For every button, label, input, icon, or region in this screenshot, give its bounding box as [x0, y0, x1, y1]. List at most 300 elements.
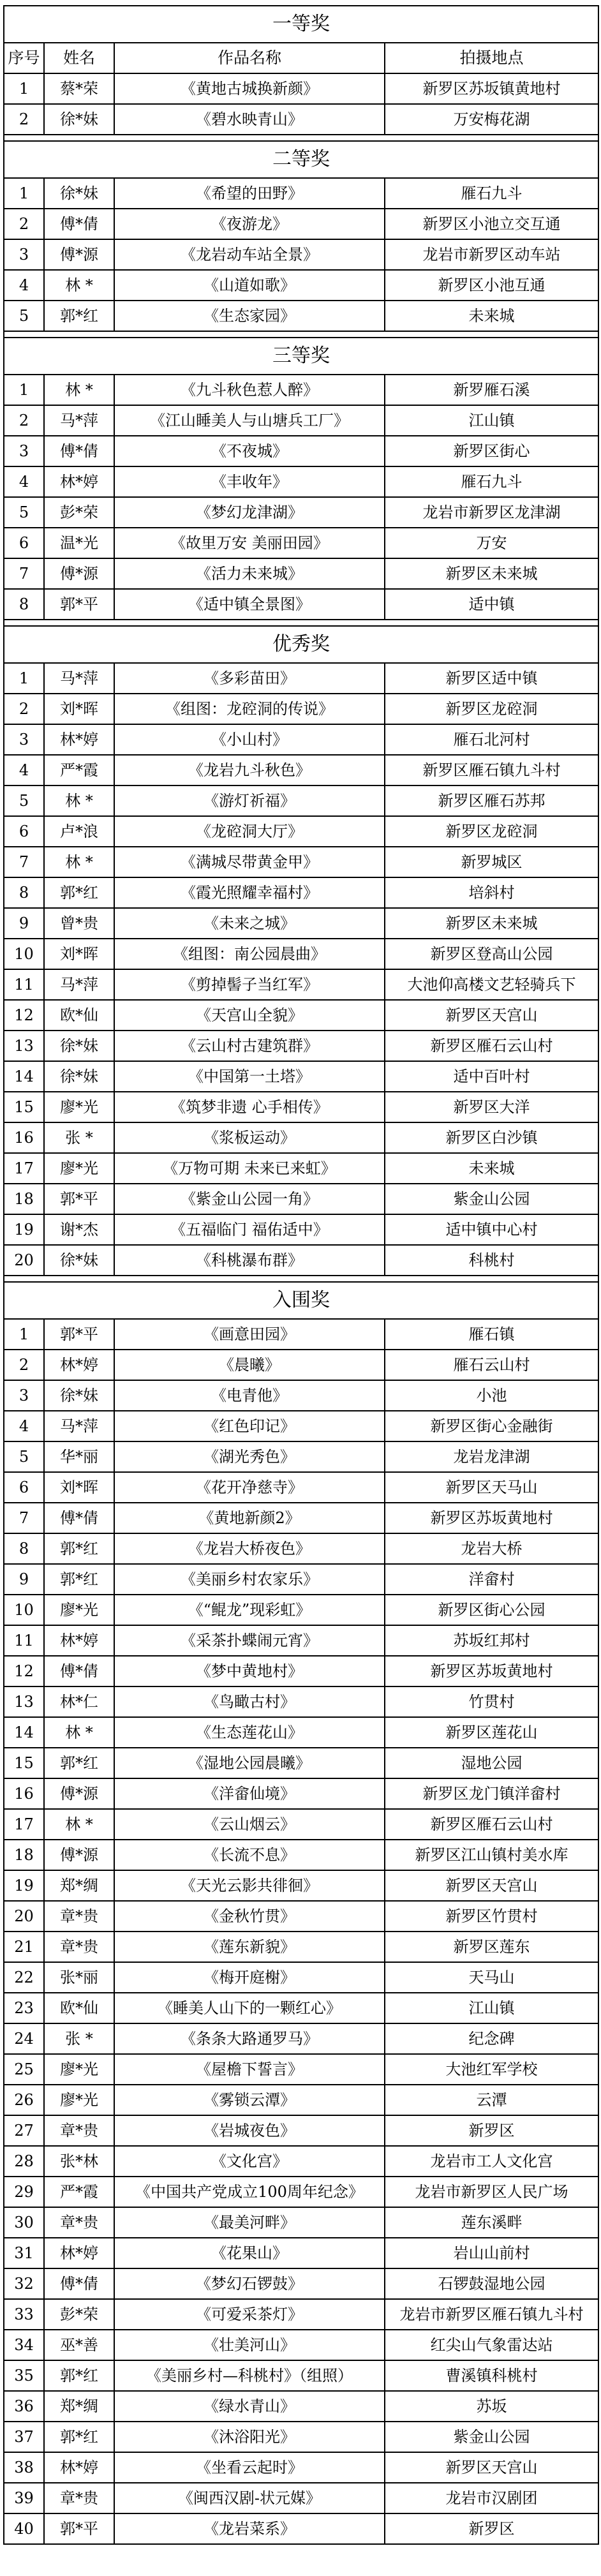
shooting-location: 江山镇 [385, 1993, 598, 2023]
entrant-name: 华*丽 [44, 1441, 114, 1472]
header-name: 姓名 [44, 43, 114, 73]
work-title: 《可爱采茶灯》 [114, 2299, 385, 2330]
shooting-location: 新罗区未来城 [385, 558, 598, 589]
entrant-name: 林*婷 [44, 1625, 114, 1656]
table-row [4, 663, 598, 694]
section-title-row [4, 626, 598, 663]
work-title: 《洋畲仙境》 [114, 1778, 385, 1809]
work-title: 《云山村古建筑群》 [114, 1031, 385, 1061]
shooting-location: 未来城 [385, 301, 598, 331]
work-title: 《科桃瀑布群》 [114, 1245, 385, 1276]
row-number: 8 [4, 877, 44, 908]
row-number: 15 [4, 1092, 44, 1122]
table-row [4, 2207, 598, 2238]
shooting-location: 新罗区 [385, 2513, 598, 2544]
shooting-location: 新罗区雁石苏邦 [385, 785, 598, 816]
row-number: 4 [4, 1411, 44, 1441]
shooting-location: 新罗区天马山 [385, 1472, 598, 1503]
table-row [4, 2085, 598, 2115]
work-title: 《湿地公园晨曦》 [114, 1748, 385, 1778]
work-title: 《梅开庭榭》 [114, 1962, 385, 1993]
shooting-location: 新罗区小池立交互通 [385, 209, 598, 239]
row-number: 37 [4, 2422, 44, 2452]
row-number: 28 [4, 2146, 44, 2177]
row-number: 14 [4, 1061, 44, 1092]
row-number: 1 [4, 73, 44, 104]
entrant-name: 徐*妹 [44, 178, 114, 209]
work-title: 《紫金山公园一角》 [114, 1184, 385, 1214]
row-number: 20 [4, 1245, 44, 1276]
work-title: 《湖光秀色》 [114, 1441, 385, 1472]
shooting-location: 万安 [385, 528, 598, 558]
section-title-row [4, 141, 598, 178]
entrant-name: 马*萍 [44, 969, 114, 1000]
table-row [4, 589, 598, 620]
work-title: 《云山烟云》 [114, 1809, 385, 1840]
work-title: 《夜游龙》 [114, 209, 385, 239]
section-title-row [4, 1282, 598, 1319]
entrant-name: 傅*倩 [44, 209, 114, 239]
work-title: 《红色印记》 [114, 1411, 385, 1441]
table-row [4, 2054, 598, 2085]
row-number: 5 [4, 301, 44, 331]
entrant-name: 廖*光 [44, 1595, 114, 1625]
shooting-location: 未来城 [385, 1153, 598, 1184]
section-gap [4, 331, 598, 338]
row-number: 40 [4, 2513, 44, 2544]
row-number: 1 [4, 663, 44, 694]
shooting-location: 紫金山公园 [385, 1184, 598, 1214]
row-number: 34 [4, 2330, 44, 2360]
shooting-location: 龙岩市新罗区龙津湖 [385, 497, 598, 528]
row-number: 3 [4, 1380, 44, 1411]
table-row [4, 1092, 598, 1122]
table-row [4, 2391, 598, 2422]
entrant-name: 巫*善 [44, 2330, 114, 2360]
row-number: 26 [4, 2085, 44, 2115]
work-title: 《丰收年》 [114, 466, 385, 497]
table-row [4, 1656, 598, 1686]
table-row [4, 2177, 598, 2207]
shooting-location: 云潭 [385, 2085, 598, 2115]
row-number: 10 [4, 1595, 44, 1625]
table-row [4, 1533, 598, 1564]
entrant-name: 傅*源 [44, 1778, 114, 1809]
entrant-name: 马*萍 [44, 405, 114, 436]
work-title: 《画意田园》 [114, 1319, 385, 1350]
table-row [4, 466, 598, 497]
table-row [4, 1993, 598, 2023]
entrant-name: 林 * [44, 847, 114, 877]
table-row [4, 436, 598, 466]
entrant-name: 傅*倩 [44, 1656, 114, 1686]
shooting-location: 新罗区龙硿洞 [385, 694, 598, 724]
entrant-name: 蔡*荣 [44, 73, 114, 104]
row-number: 22 [4, 1962, 44, 1993]
row-number: 10 [4, 939, 44, 969]
table-row [4, 1411, 598, 1441]
work-title: 《壮美河山》 [114, 2330, 385, 2360]
table-row [4, 1245, 598, 1276]
entrant-name: 郑*绸 [44, 1870, 114, 1901]
work-title: 《多彩苗田》 [114, 663, 385, 694]
work-title: 《长流不息》 [114, 1840, 385, 1870]
work-title: 《金秋竹贯》 [114, 1901, 385, 1932]
shooting-location: 科桃村 [385, 1245, 598, 1276]
row-number: 24 [4, 2023, 44, 2054]
section-title: 二等奖 [4, 141, 598, 178]
shooting-location: 石锣鼓湿地公园 [385, 2268, 598, 2299]
entrant-name: 林*婷 [44, 2452, 114, 2483]
table-row [4, 2268, 598, 2299]
entrant-name: 林*婷 [44, 2238, 114, 2268]
entrant-name: 徐*妹 [44, 1380, 114, 1411]
entrant-name: 彭*荣 [44, 497, 114, 528]
entrant-name: 郭*红 [44, 1748, 114, 1778]
table-row [4, 104, 598, 135]
row-number: 38 [4, 2452, 44, 2483]
entrant-name: 林 * [44, 1809, 114, 1840]
table-row [4, 1214, 598, 1245]
work-title: 《条条大路通罗马》 [114, 2023, 385, 2054]
shooting-location: 新罗区莲花山 [385, 1717, 598, 1748]
work-title: 《不夜城》 [114, 436, 385, 466]
entrant-name: 章*贵 [44, 2115, 114, 2146]
shooting-location: 新罗区雁石云山村 [385, 1031, 598, 1061]
entrant-name: 张 * [44, 1122, 114, 1153]
award-table [3, 5, 599, 2545]
entrant-name: 刘*晖 [44, 1472, 114, 1503]
shooting-location: 适中百叶村 [385, 1061, 598, 1092]
row-number: 36 [4, 2391, 44, 2422]
row-number: 5 [4, 1441, 44, 1472]
row-number: 4 [4, 755, 44, 785]
row-number: 16 [4, 1778, 44, 1809]
work-title: 《花开净慈寺》 [114, 1472, 385, 1503]
row-number: 1 [4, 375, 44, 405]
row-number: 18 [4, 1840, 44, 1870]
shooting-location: 雁石镇 [385, 1319, 598, 1350]
shooting-location: 小池 [385, 1380, 598, 1411]
shooting-location: 大池仰高楼文艺轻骑兵下 [385, 969, 598, 1000]
section-gap [4, 1276, 598, 1282]
entrant-name: 马*萍 [44, 1411, 114, 1441]
entrant-name: 郭*红 [44, 1533, 114, 1564]
entrant-name: 林 * [44, 375, 114, 405]
section-title: 三等奖 [4, 338, 598, 375]
work-title: 《未来之城》 [114, 908, 385, 939]
shooting-location: 新罗区江山镇村美水库 [385, 1840, 598, 1870]
table-row [4, 239, 598, 270]
table-row [4, 1380, 598, 1411]
work-title: 《睡美人山下的一颗红心》 [114, 1993, 385, 2023]
shooting-location: 洋畲村 [385, 1564, 598, 1595]
shooting-location: 新罗区小池互通 [385, 270, 598, 301]
shooting-location: 龙岩市新罗区人民广场 [385, 2177, 598, 2207]
entrant-name: 章*贵 [44, 2207, 114, 2238]
entrant-name: 郭*红 [44, 877, 114, 908]
table-row [4, 1153, 598, 1184]
work-title: 《岩城夜色》 [114, 2115, 385, 2146]
section-gap-cell [4, 1276, 598, 1282]
shooting-location: 新罗区适中镇 [385, 663, 598, 694]
shooting-location: 新罗区龙硿洞 [385, 816, 598, 847]
work-title: 《坐看云起时》 [114, 2452, 385, 2483]
entrant-name: 徐*妹 [44, 104, 114, 135]
row-number: 15 [4, 1748, 44, 1778]
section-gap [4, 135, 598, 141]
table-row [4, 1686, 598, 1717]
work-title: 《中国共产党成立100周年纪念》 [114, 2177, 385, 2207]
work-title: 《龙岩九斗秋色》 [114, 755, 385, 785]
entrant-name: 林*婷 [44, 1350, 114, 1380]
shooting-location: 新罗区苏坂镇黄地村 [385, 73, 598, 104]
entrant-name: 傅*倩 [44, 1503, 114, 1533]
table-row [4, 73, 598, 104]
shooting-location: 湿地公园 [385, 1748, 598, 1778]
entrant-name: 郭*平 [44, 589, 114, 620]
row-number: 5 [4, 785, 44, 816]
entrant-name: 严*霞 [44, 755, 114, 785]
row-number: 32 [4, 2268, 44, 2299]
section-title-row [4, 6, 598, 43]
entrant-name: 傅*源 [44, 1840, 114, 1870]
entrant-name: 傅*倩 [44, 2268, 114, 2299]
table-row [4, 1901, 598, 1932]
work-title: 《生态家园》 [114, 301, 385, 331]
row-number: 6 [4, 1472, 44, 1503]
row-number: 21 [4, 1932, 44, 1962]
table-row [4, 1932, 598, 1962]
work-title: 《莲东新貌》 [114, 1932, 385, 1962]
shooting-location: 龙岩大桥 [385, 1533, 598, 1564]
row-number: 12 [4, 1656, 44, 1686]
work-title: 《生态莲花山》 [114, 1717, 385, 1748]
work-title: 《鸟瞰古村》 [114, 1686, 385, 1717]
table-row [4, 497, 598, 528]
shooting-location: 新罗区雁石云山村 [385, 1809, 598, 1840]
work-title: 《梦幻石锣鼓》 [114, 2268, 385, 2299]
shooting-location: 天马山 [385, 1962, 598, 1993]
row-number: 8 [4, 1533, 44, 1564]
table-row [4, 939, 598, 969]
work-title: 《最美河畔》 [114, 2207, 385, 2238]
table-row [4, 2330, 598, 2360]
shooting-location: 曹溪镇科桃村 [385, 2360, 598, 2391]
row-number: 9 [4, 1564, 44, 1595]
table-row [4, 1870, 598, 1901]
shooting-location: 竹贯村 [385, 1686, 598, 1717]
entrant-name: 徐*妹 [44, 1061, 114, 1092]
row-number: 20 [4, 1901, 44, 1932]
work-title: 《江山睡美人与山塘兵工厂》 [114, 405, 385, 436]
entrant-name: 傅*源 [44, 239, 114, 270]
row-number: 17 [4, 1153, 44, 1184]
shooting-location: 新罗区龙门镇洋畲村 [385, 1778, 598, 1809]
section-title: 优秀奖 [4, 626, 598, 663]
section-title-row [4, 338, 598, 375]
work-title: 《适中镇全景图》 [114, 589, 385, 620]
entrant-name: 傅*倩 [44, 436, 114, 466]
work-title: 《九斗秋色惹人醉》 [114, 375, 385, 405]
work-title: 《希望的田野》 [114, 178, 385, 209]
row-number: 11 [4, 969, 44, 1000]
row-number: 19 [4, 1214, 44, 1245]
work-title: 《游灯祈福》 [114, 785, 385, 816]
table-row [4, 785, 598, 816]
shooting-location: 新罗区竹贯村 [385, 1901, 598, 1932]
table-row [4, 209, 598, 239]
work-title: 《美丽乡村—科桃村》（组照） [114, 2360, 385, 2391]
table-row [4, 1564, 598, 1595]
row-number: 2 [4, 209, 44, 239]
work-title: 《电青他》 [114, 1380, 385, 1411]
row-number: 2 [4, 104, 44, 135]
table-row [4, 694, 598, 724]
table-row [4, 1748, 598, 1778]
entrant-name: 林*仁 [44, 1686, 114, 1717]
shooting-location: 新罗区大洋 [385, 1092, 598, 1122]
row-number: 1 [4, 1319, 44, 1350]
shooting-location: 莲东溪畔 [385, 2207, 598, 2238]
table-row [4, 1061, 598, 1092]
table-row [4, 1625, 598, 1656]
work-title: 《梦幻龙津湖》 [114, 497, 385, 528]
shooting-location: 雁石九斗 [385, 178, 598, 209]
entrant-name: 林 * [44, 785, 114, 816]
table-row [4, 1840, 598, 1870]
row-number: 8 [4, 589, 44, 620]
work-title: 《闽西汉剧-状元媒》 [114, 2483, 385, 2513]
entrant-name: 林*婷 [44, 724, 114, 755]
table-row [4, 375, 598, 405]
work-title: 《“鲲龙”现彩虹》 [114, 1595, 385, 1625]
work-title: 《剪掉髻子当红军》 [114, 969, 385, 1000]
shooting-location: 新罗区街心公园 [385, 1595, 598, 1625]
shooting-location: 新罗区苏坂黄地村 [385, 1503, 598, 1533]
row-number: 3 [4, 436, 44, 466]
work-title: 《绿水青山》 [114, 2391, 385, 2422]
entrant-name: 曾*贵 [44, 908, 114, 939]
row-number: 11 [4, 1625, 44, 1656]
work-title: 《龙岩大桥夜色》 [114, 1533, 385, 1564]
table-row [4, 1319, 598, 1350]
entrant-name: 徐*妹 [44, 1031, 114, 1061]
table-row [4, 2483, 598, 2513]
entrant-name: 林 * [44, 270, 114, 301]
work-title: 《碧水映青山》 [114, 104, 385, 135]
shooting-location: 新罗区白沙镇 [385, 1122, 598, 1153]
work-title: 《龙岩菜系》 [114, 2513, 385, 2544]
row-number: 14 [4, 1717, 44, 1748]
entrant-name: 刘*晖 [44, 694, 114, 724]
header-work-title: 作品名称 [114, 43, 385, 73]
shooting-location: 万安梅花湖 [385, 104, 598, 135]
row-number: 19 [4, 1870, 44, 1901]
row-number: 27 [4, 2115, 44, 2146]
table-row [4, 2023, 598, 2054]
shooting-location: 雁石北河村 [385, 724, 598, 755]
table-row [4, 816, 598, 847]
row-number: 12 [4, 1000, 44, 1031]
entrant-name: 欧*仙 [44, 1993, 114, 2023]
row-number: 7 [4, 1503, 44, 1533]
shooting-location: 龙岩市新罗区雁石镇九斗村 [385, 2299, 598, 2330]
shooting-location: 新罗城区 [385, 847, 598, 877]
shooting-location: 龙岩龙津湖 [385, 1441, 598, 1472]
entrant-name: 郭*红 [44, 2422, 114, 2452]
entrant-name: 郭*平 [44, 2513, 114, 2544]
row-number: 2 [4, 405, 44, 436]
entrant-name: 谢*杰 [44, 1214, 114, 1245]
work-title: 《浆板运动》 [114, 1122, 385, 1153]
table-row [4, 2452, 598, 2483]
shooting-location: 新罗区 [385, 2115, 598, 2146]
entrant-name: 马*萍 [44, 663, 114, 694]
work-title: 《黄地新颜2》 [114, 1503, 385, 1533]
table-row [4, 908, 598, 939]
section-title: 入围奖 [4, 1282, 598, 1319]
row-number: 3 [4, 239, 44, 270]
shooting-location: 新罗区苏坂黄地村 [385, 1656, 598, 1686]
table-row [4, 2513, 598, 2544]
row-number: 31 [4, 2238, 44, 2268]
work-title: 《雾锁云潭》 [114, 2085, 385, 2115]
entrant-name: 郭*平 [44, 1184, 114, 1214]
header-number: 序号 [4, 43, 44, 73]
entrant-name: 郭*平 [44, 1319, 114, 1350]
row-number: 2 [4, 694, 44, 724]
row-number: 25 [4, 2054, 44, 2085]
section-gap-cell [4, 135, 598, 141]
entrant-name: 林 * [44, 1717, 114, 1748]
row-number: 1 [4, 178, 44, 209]
work-title: 《中国第一土塔》 [114, 1061, 385, 1092]
row-number: 23 [4, 1993, 44, 2023]
shooting-location: 龙岩市工人文化宫 [385, 2146, 598, 2177]
work-title: 《小山村》 [114, 724, 385, 755]
entrant-name: 郭*红 [44, 1564, 114, 1595]
work-title: 《晨曦》 [114, 1350, 385, 1380]
table-row [4, 1122, 598, 1153]
entrant-name: 章*贵 [44, 1901, 114, 1932]
award-table-body [4, 6, 598, 2544]
table-row [4, 1595, 598, 1625]
row-number: 2 [4, 1350, 44, 1380]
shooting-location: 新罗区天宫山 [385, 1000, 598, 1031]
shooting-location: 红尖山气象雷达站 [385, 2330, 598, 2360]
entrant-name: 傅*源 [44, 558, 114, 589]
table-row [4, 270, 598, 301]
entrant-name: 张*林 [44, 2146, 114, 2177]
row-number: 6 [4, 816, 44, 847]
work-title: 《龙硿洞大厅》 [114, 816, 385, 847]
entrant-name: 廖*光 [44, 2054, 114, 2085]
table-row [4, 755, 598, 785]
row-number: 7 [4, 558, 44, 589]
table-row [4, 2146, 598, 2177]
shooting-location: 培斜村 [385, 877, 598, 908]
entrant-name: 徐*妹 [44, 1245, 114, 1276]
row-number: 35 [4, 2360, 44, 2391]
shooting-location: 新罗区街心金融街 [385, 1411, 598, 1441]
work-title: 《梦中黄地村》 [114, 1656, 385, 1686]
work-title: 《龙岩动车站全景》 [114, 239, 385, 270]
shooting-location: 新罗区莲东 [385, 1932, 598, 1962]
row-number: 7 [4, 847, 44, 877]
section-gap-cell [4, 620, 598, 626]
shooting-location: 雁石九斗 [385, 466, 598, 497]
